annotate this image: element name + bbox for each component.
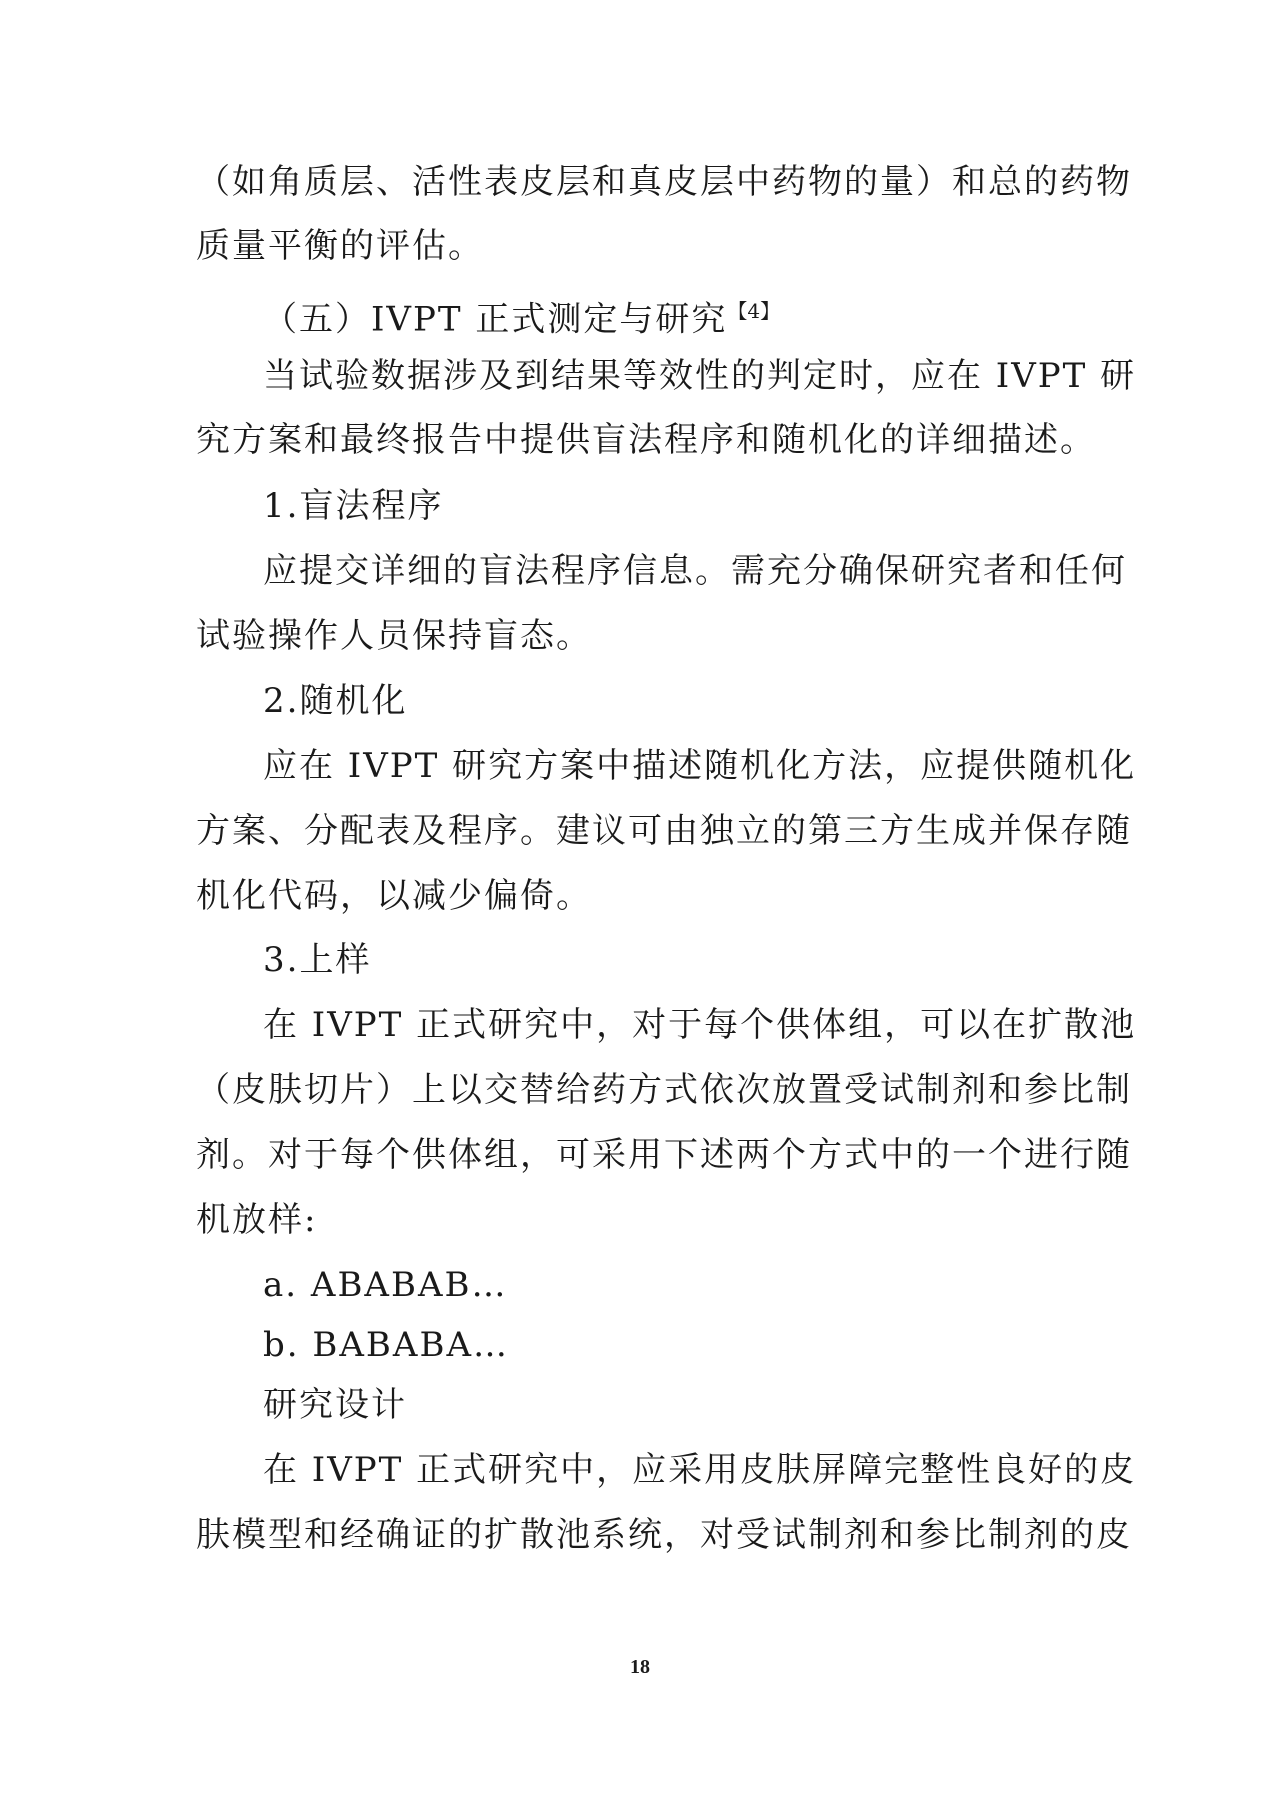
reference-marker: 【4】	[727, 299, 781, 323]
paragraph-line: 在 IVPT 正式研究中，应采用皮肤屏障完整性良好的皮	[263, 1450, 1137, 1490]
paragraph-line: 应在 IVPT 研究方案中描述随机化方法，应提供随机化	[263, 746, 1137, 786]
section-heading	[263, 289, 1086, 341]
paragraph-line: 肤模型和经确证的扩散池系统，对受试制剂和参比制剂的皮	[196, 1515, 1132, 1555]
subsection-heading: 1.盲法程序	[263, 486, 444, 526]
paragraph-line: 试验操作人员保持盲态。	[196, 616, 592, 656]
paragraph-line: 质量平衡的评估。	[196, 226, 484, 266]
paragraph-line: （如角质层、活性表皮层和真皮层中药物的量）和总的药物	[196, 162, 1132, 202]
subsection-heading: 研究设计	[263, 1385, 407, 1425]
section-heading-text: （五）IVPT 正式测定与研究	[263, 299, 728, 340]
paragraph-line: 当试验数据涉及到结果等效性的判定时，应在 IVPT 研	[263, 356, 1137, 396]
paragraph-line: 方案、分配表及程序。建议可由独立的第三方生成并保存随	[196, 811, 1132, 851]
list-item: b. BABABA…	[263, 1325, 509, 1365]
paragraph-line: 机化代码，以减少偏倚。	[196, 876, 592, 916]
paragraph-line: 剂。对于每个供体组，可采用下述两个方式中的一个进行随	[196, 1135, 1132, 1175]
paragraph-line: （皮肤切片）上以交替给药方式依次放置受试制剂和参比制	[196, 1070, 1132, 1110]
subsection-heading: 2.随机化	[263, 681, 408, 721]
paragraph-line: 在 IVPT 正式研究中，对于每个供体组，可以在扩散池	[263, 1005, 1137, 1045]
page-number: 18	[630, 1656, 650, 1678]
paragraph-line: 应提交详细的盲法程序信息。需充分确保研究者和任何	[263, 551, 1127, 591]
paragraph-line: 机放样:	[196, 1200, 318, 1240]
subsection-heading: 3.上样	[263, 940, 372, 980]
paragraph-line: 究方案和最终报告中提供盲法程序和随机化的详细描述。	[196, 420, 1096, 460]
list-item: a. ABABAB…	[263, 1265, 508, 1305]
